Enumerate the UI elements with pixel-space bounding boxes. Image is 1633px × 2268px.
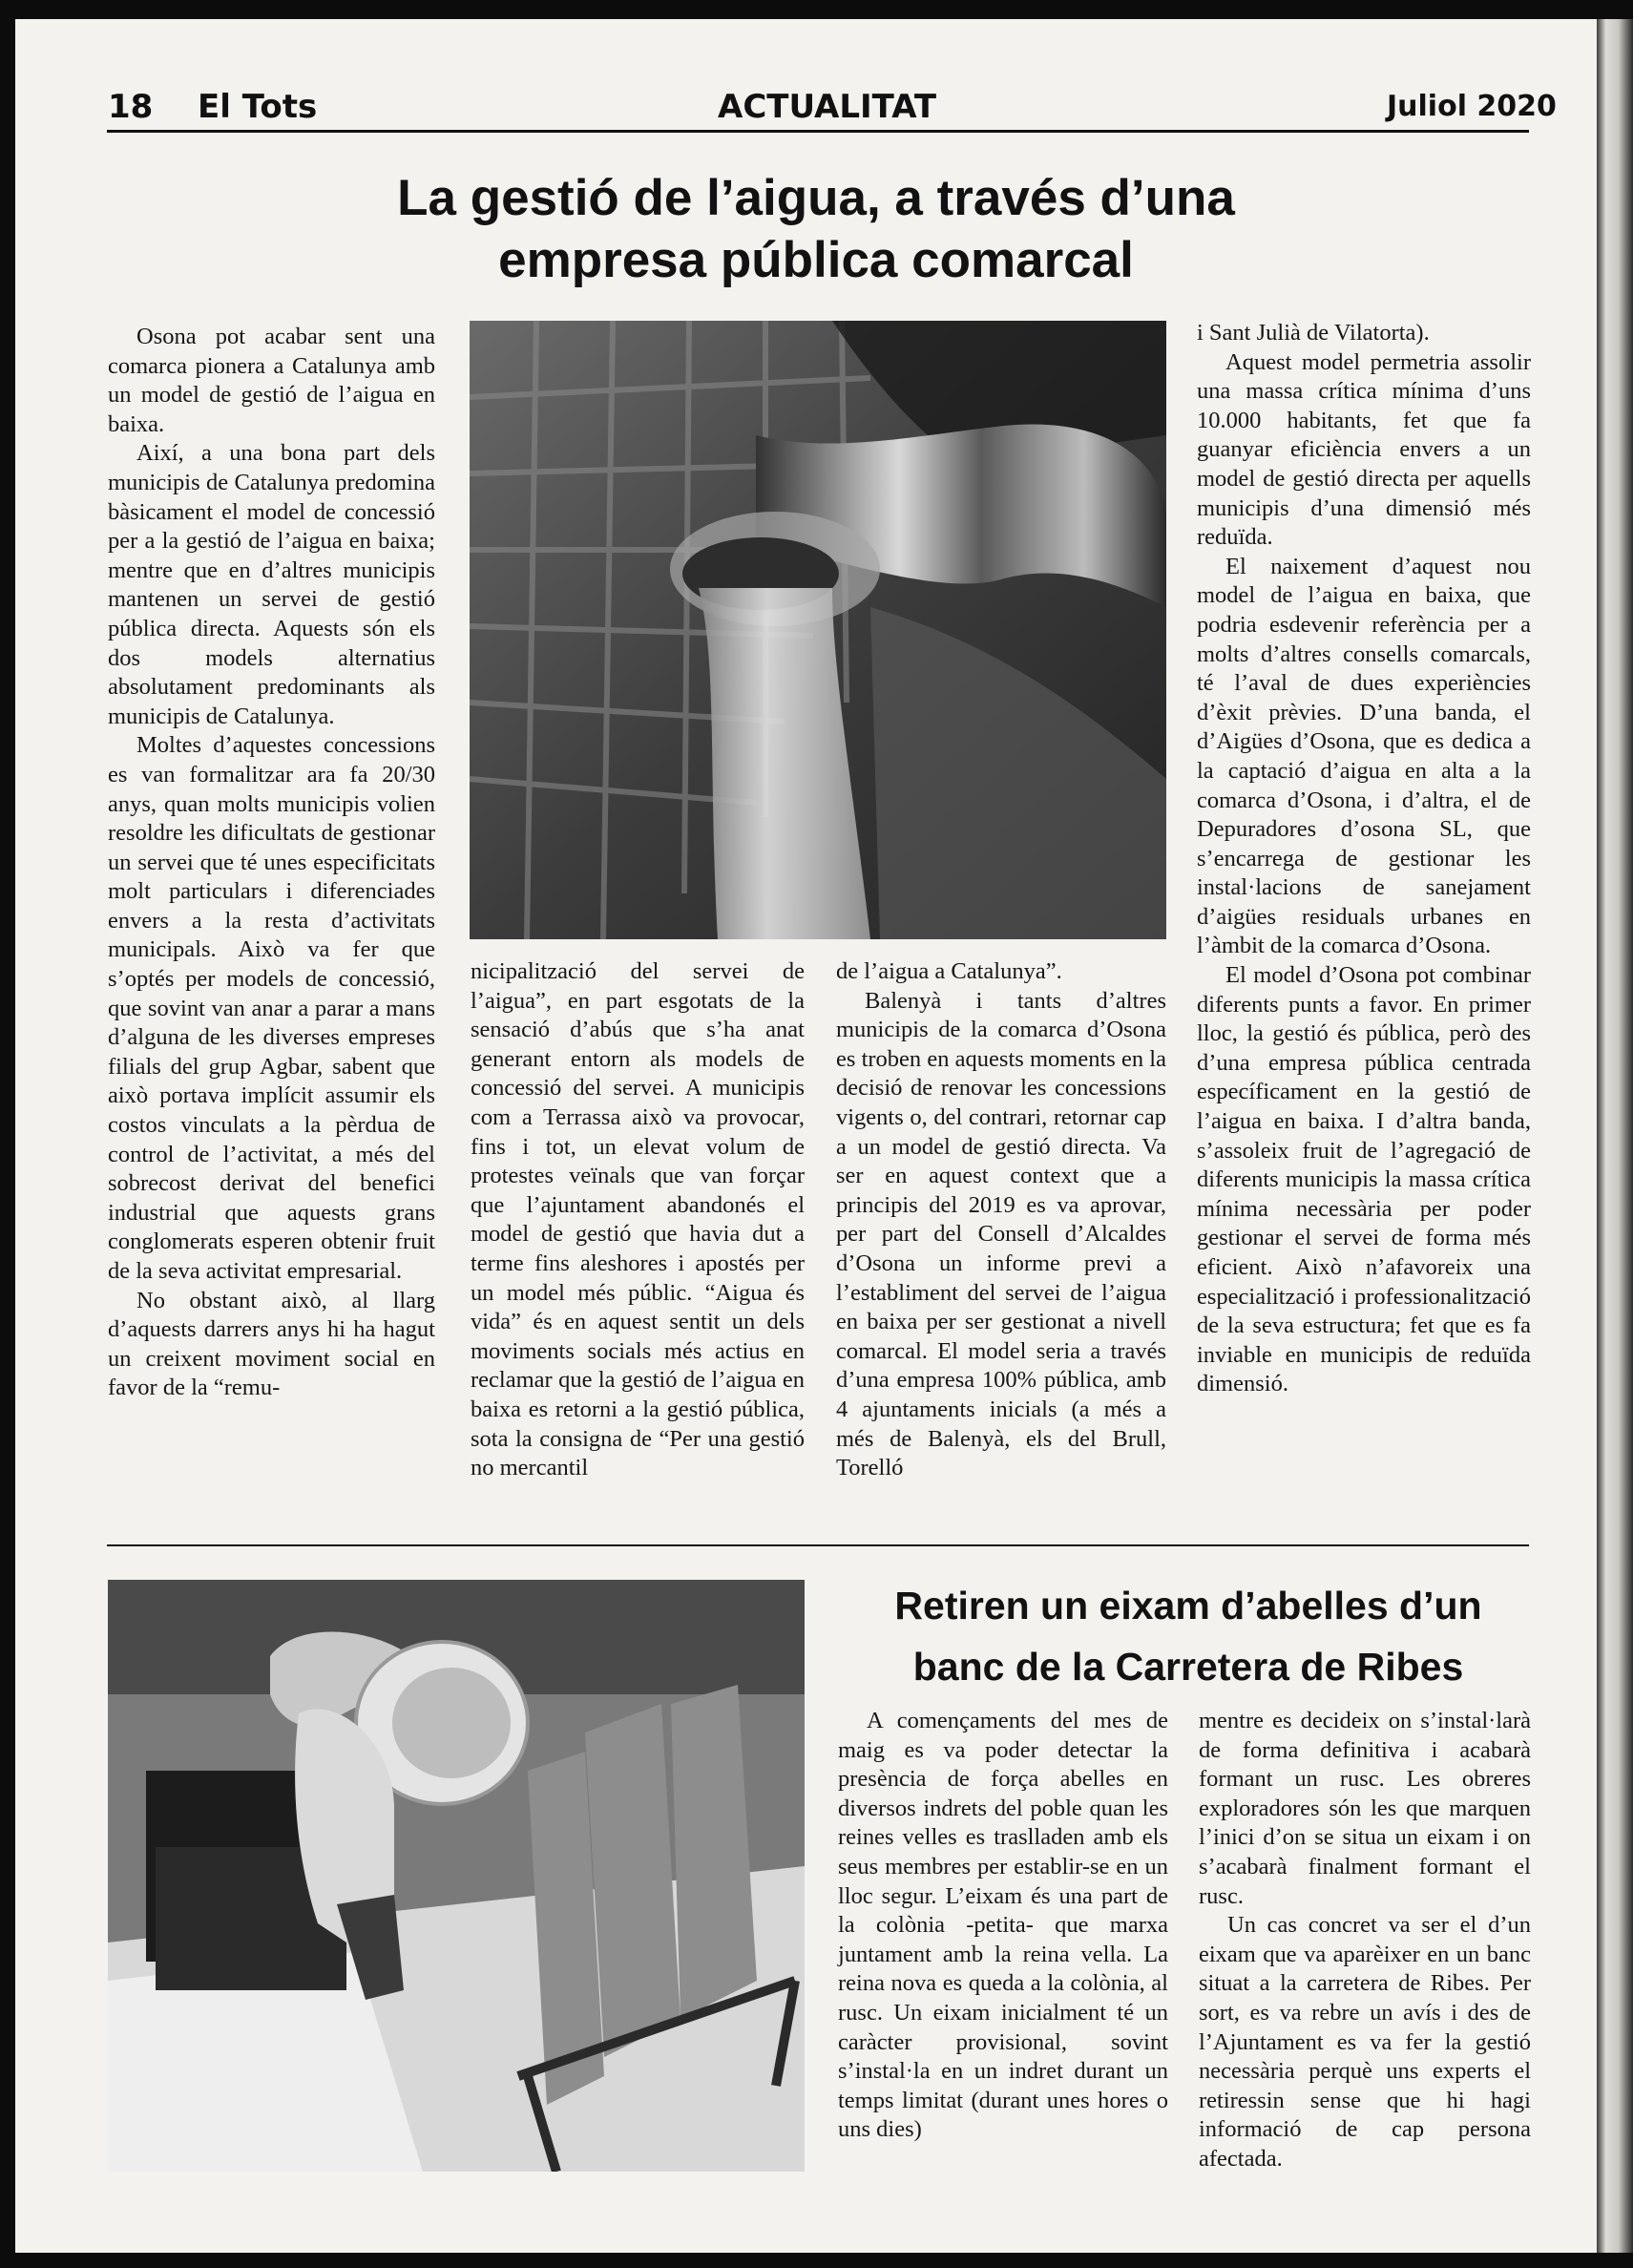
paragraph: El model d’Osona pot combinar diferents punts a favor. En primer lloc, la gestió és pública, però des d’una empresa pública centrada específicament en la gestió de l’aigua en baixa. I d’altra banda, s’assoleix fruit de l’agregació de diferents municipis la massa crítica mínima necessària per poder gestionar el servei de forma més eficient. Això n’afavoreix una especialització i professionalització de la seva estructura; fet que es fa inviable en municipis de reduïda dimensió. [1197,962,1531,1397]
water-tap-photo [470,321,1166,939]
article2-column-2 [1199,1707,1531,2174]
article-column-2 [471,957,805,1483]
article-column-1 [108,323,435,1403]
paragraph: No obstant això, al llarg d’aquests darrers anys hi ha hagut un creixent moviment social en favor de la “remu- [108,1287,435,1401]
beekeeper-image [108,1580,805,2172]
paragraph: Balenyà i tants d’altres municipis de la comarca d’Osona es troben en aquests moments en la decisió de renovar les concessions vigents o, del contrari, retornar cap a un model de gestió directa. Va ser en aquest context que a principis del 2019 es va aprovar, per part del Consell d’Alcaldes d’Osona un informe previ a l’establiment del servei de l’aigua en baixa per ser gestionat a nivell comarcal. El model seria a través d’una empresa 100% pública, amb 4 ajuntaments inicials (a més a més de Balenyà, els del Brull, Torelló [836,987,1166,1481]
article2-column-1 [838,1707,1168,2145]
article-title [191,168,1441,291]
page-edge [1597,19,1633,2253]
paragraph: mentre es decideix on s’instal·larà de forma definitiva i acabarà formant un rusc. Les obreres exploradores són les que marquen l’inici d’on se situa un eixam i on s’acabarà finalment formant el rusc. [1199,1708,1531,1909]
paragraph: El naixement d’aquest nou model de l’aigua en baixa, que podria esdevenir referència per a molts d’altres consells comarcals, té l’aval de dues experiències d’èxit prèvies. D’una banda, el d’Aigües d’Osona, que es dedica a la captació d’aigua en alta a la comarca d’Osona, i d’altra, el de Depuradores d’osona SL, que s’encarrega de gestionar les instal·lacions de sanejament d’aigües residuals urbanes en l’àmbit de la comarca d’Osona. [1197,553,1531,959]
section-name: ACTUALITAT [718,88,937,126]
article-title-line: La gestió de l’aigua, a través d’una [397,170,1235,226]
paragraph: Un cas concret va ser el d’un eixam que va aparèixer en un banc situat a la carretera de Ribes. Per sort, es va rebre un avís i des de l’Ajuntament es va fer la gestió necessària perquè uns experts el retiressin sense que hi hagi informació de cap persona afectada. [1199,1912,1531,2172]
page-number: 18 [108,88,154,126]
article-title-line: Retiren un eixam d’abelles d’un [894,1584,1482,1628]
paragraph: nicipalització del servei de l’aigua”, en part esgotats de la sensació d’abús que s’ha anat generant entorn als models de concessió del servei. A municipis com a Terrassa això va provocar, fins i tot, un elevat volum de protestes veïnals que van forçar que l’ajuntament abandonés el model de gestió que havia dut a terme fins aleshores i apostés per un model més públic. “Aigua és vida” és en aquest sentit un dels moviments socials més actius en reclamar que la gestió de l’aigua en baixa es retorni a la gestió pública, sota la consigna de “Per una gestió no mercantil [471,958,805,1481]
article-column-4 [1197,319,1531,1399]
paragraph: Osona pot acabar sent una comarca pionera a Catalunya amb un model de gestió de l’aigua en baixa. [108,324,435,437]
article-divider [107,1544,1529,1546]
paragraph: A començaments del mes de maig es va poder detectar la presència de força abelles en diversos indrets del poble quan les reines velles es traslladen amb els seus membres per establir-se en un lloc segur. L’eixam és una part de la colònia -petita- que marxa juntament amb la reina vella. La reina nova es queda a la colònia, al rusc. Un eixam inicialment té un caràcter provisional, sovint s’instal·la en un indret durant un temps limitat (durant unes hores o uns dies) [838,1708,1168,2143]
paragraph: Així, a una bona part dels municipis de Catalunya predomina bàsicament el model de concessió per a la gestió de l’aigua en baixa; mentre que en d’altres municipis mantenen un servei de gestió pública directa. Aquests són els dos models alternatius absolutament predominants als municipis de Catalunya. [108,440,435,729]
article-column-3 [836,957,1166,1483]
publication-name: El Tots [198,88,318,126]
header-rule [107,130,1529,133]
water-tap-image [470,321,1166,939]
issue-date: Juliol 2020 [1387,90,1557,123]
paragraph: Moltes d’aquestes concessions es van formalitzar ara fa 20/30 anys, quan molts municipis volien resoldre les dificultats de gestionar un servei que té unes especificitats molt particulars i diferenciades envers a la resta d’activitats municipals. Això va fer que s’optés per models de concessió, que sovint van anar a parar a mans d’alguna de les diverses empreses filials del grup Agbar, sabent que això portava implícit assumir els costos vinculats a la pèrdua de control de l’activitat, a més del sobrecost derivat del benefici industrial que aquests grans conglomerats esperen obtenir fruit de la seva activitat empresarial. [108,732,435,1284]
beekeeper-photo [108,1580,805,2172]
paragraph: i Sant Julià de Vilatorta). [1197,320,1430,346]
paragraph: de l’aigua a Catalunya”. [836,958,1062,984]
paragraph: Aquest model permetria assolir una massa crítica mínima d’uns 10.000 habitants, fet que fa guanyar eficiència envers a un model de gestió directa per aquells municipis d’una dimensió més reduïda. [1197,348,1531,551]
article-title-line: empresa pública comarcal [498,231,1134,288]
article-title-line: banc de la Carretera de Ribes [912,1645,1464,1689]
article-title [838,1575,1539,1697]
